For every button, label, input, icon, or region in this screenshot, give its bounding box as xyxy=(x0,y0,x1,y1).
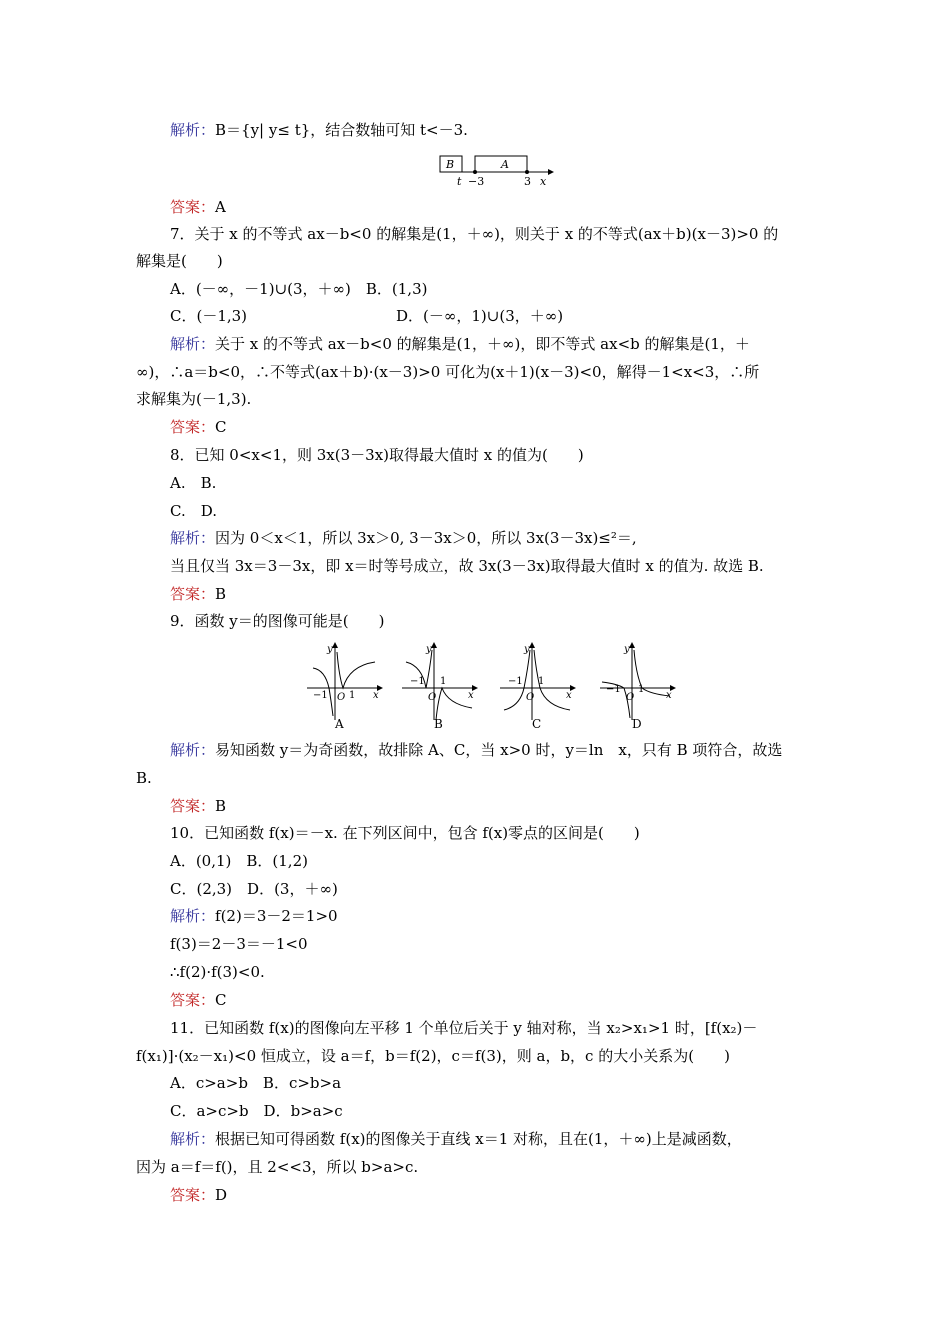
analysis-label: 解析： xyxy=(170,907,216,925)
q7-analysis-line3: 求解集为(－1,3). xyxy=(136,390,252,408)
graph-y-label: y xyxy=(426,644,432,655)
answer-value: B xyxy=(215,585,227,603)
answer-label: 答案： xyxy=(170,585,216,603)
graph-origin-label: O xyxy=(337,692,346,703)
q7-options-ab: A．(－∞，－1)∪(3，＋∞) B．(1,3) xyxy=(170,280,428,298)
graph-d xyxy=(598,640,678,730)
analysis-label: 解析： xyxy=(170,529,216,547)
graph-neg1-label: −1 xyxy=(313,690,328,701)
graph-y-label: y xyxy=(327,644,333,655)
analysis-text: B＝{y| y≤ t}，结合数轴可知 t<－3. xyxy=(215,121,468,139)
q7-option-c: C．(－1,3) xyxy=(170,307,248,325)
q10-analysis-line3: ∴f(2)·f(3)<0. xyxy=(170,963,265,981)
analysis-text: 易知函数 y＝为奇函数，故排除 A、C，当 x>0 时，y＝ln x，只有 B 项符合，故选 xyxy=(215,741,783,759)
set-a-label: A xyxy=(501,158,509,171)
answer-value: C xyxy=(215,991,227,1009)
graph-x-label: x xyxy=(666,690,672,701)
graph-one-label: 1 xyxy=(349,690,356,701)
graph-caption: B xyxy=(434,717,443,730)
q9-stem: 9．函数 y＝的图像可能是( ) xyxy=(170,612,385,630)
graph-neg1-label: −1 xyxy=(508,676,523,687)
q8-analysis-line1 xyxy=(170,528,637,548)
graph-origin-label: O xyxy=(626,692,635,703)
q10-options-cd: C．(2,3) D．(3，＋∞) xyxy=(170,880,338,898)
q8-options-cd: C. D. xyxy=(170,502,217,520)
analysis-label: 解析： xyxy=(170,335,216,353)
q7-stem-line1: 7．关于 x 的不等式 ax－b<0 的解集是(1，＋∞)，则关于 x 的不等式(ax＋b)(x－3)>0 的 xyxy=(170,225,779,243)
answer-label: 答案： xyxy=(170,991,216,1009)
q7-answer-line xyxy=(170,417,227,437)
graph-y-label: y xyxy=(624,644,630,655)
answer-label: 答案： xyxy=(170,1186,216,1204)
graph-x-label: x xyxy=(373,690,379,701)
analysis-text: 根据已知可得函数 f(x)的图像关于直线 x＝1 对称，且在(1，＋∞)上是减函数， xyxy=(215,1130,742,1148)
q10-analysis-line1 xyxy=(170,906,338,926)
answer-value: B xyxy=(215,797,227,815)
graph-origin-label: O xyxy=(526,692,535,703)
q9-answer-line xyxy=(170,796,226,816)
graph-one-label: 1 xyxy=(440,676,447,687)
answer-label: 答案： xyxy=(170,198,216,216)
graph-neg1-label: −1 xyxy=(410,676,425,687)
q11-stem-line1: 11．已知函数 f(x)的图像向左平移 1 个单位后关于 y 轴对称，当 x₂>x₁>1 时，[f(x₂)－ xyxy=(170,1019,758,1037)
analysis-text: 关于 x 的不等式 ax－b<0 的解集是(1，＋∞)，即不等式 ax<b 的解集是(1，＋ xyxy=(215,335,750,353)
q11-analysis-line1 xyxy=(170,1129,742,1149)
pos3-tick-label: 3 xyxy=(524,175,531,188)
graph-caption: C xyxy=(532,717,542,730)
number-line-figure xyxy=(430,150,560,190)
t-tick-label: t xyxy=(457,175,462,188)
graph-x-label: x xyxy=(566,690,572,701)
answer-value: D xyxy=(215,1186,228,1204)
q8-answer-line xyxy=(170,584,226,604)
q8-options-ab: A. B. xyxy=(170,474,217,492)
q8-analysis-line2: 当且仅当 3x＝3－3x，即 x＝时等号成立，故 3x(3－3x)取得最大值时 x 的值为. 故选 B. xyxy=(170,557,764,575)
q11-answer-line xyxy=(170,1185,227,1205)
answer-value: A xyxy=(215,198,226,216)
graph-one-label: 1 xyxy=(638,684,645,695)
graph-y-label: y xyxy=(524,644,530,655)
q7-analysis-line1 xyxy=(170,334,750,354)
graph-one-label: 1 xyxy=(538,676,545,687)
q11-analysis-line2: 因为 a＝f＝f()，且 2<<3，所以 b>a>c. xyxy=(136,1158,419,1176)
neg3-tick-label: −3 xyxy=(468,175,485,188)
set-b-label: B xyxy=(446,158,455,171)
q10-stem: 10．已知函数 f(x)＝－x. 在下列区间中，包含 f(x)零点的区间是( ) xyxy=(170,824,640,842)
answer-label: 答案： xyxy=(170,418,216,436)
q11-options-cd: C．a>c>b D．b>a>c xyxy=(170,1102,343,1120)
answer-value: C xyxy=(215,418,227,436)
graph-neg1-label: −1 xyxy=(606,684,621,695)
graph-x-label: x xyxy=(468,690,474,701)
analysis-label: 解析： xyxy=(170,741,216,759)
q10-options-ab: A．(0,1) B．(1,2) xyxy=(170,852,308,870)
q9-analysis-line1 xyxy=(170,740,782,760)
graph-c xyxy=(498,640,578,730)
q8-stem: 8．已知 0<x<1，则 3x(3－3x)取得最大值时 x 的值为( ) xyxy=(170,446,584,464)
q10-analysis-line2: f(3)＝2－3＝－1<0 xyxy=(170,935,308,953)
q11-options-ab: A．c>a>b B．c>b>a xyxy=(170,1074,342,1092)
graph-b xyxy=(400,640,480,730)
graph-origin-label: O xyxy=(428,692,437,703)
analysis-text: f(2)＝3－2＝1>0 xyxy=(215,907,338,925)
x-axis-label: x xyxy=(540,175,547,188)
q11-stem-line2: f(x₁)]·(x₂－x₁)<0 恒成立，设 a＝f，b＝f(2)，c＝f(3)，则 a，b，c 的大小关系为( ) xyxy=(136,1047,730,1065)
analysis-text: 因为 0＜x＜1，所以 3x＞0, 3－3x＞0，所以 3x(3－3x)≤²＝, xyxy=(215,529,637,547)
graph-a xyxy=(305,640,385,730)
q9-analysis-line2: B. xyxy=(136,769,152,787)
q7-analysis-line2: ∞)，∴a＝b<0，∴不等式(ax＋b)·(x－3)>0 可化为(x＋1)(x－3)<0，解得－1<x<3，∴所 xyxy=(136,363,760,381)
analysis-label: 解析： xyxy=(170,1130,216,1148)
graph-caption: D xyxy=(632,717,642,730)
graph-caption: A xyxy=(335,717,344,730)
analysis-line xyxy=(170,120,468,140)
answer-label: 答案： xyxy=(170,797,216,815)
answer-line xyxy=(170,197,226,217)
q7-option-d: D．(－∞，1)∪(3，＋∞) xyxy=(396,307,564,325)
q7-stem-line2: 解集是( ) xyxy=(136,252,223,270)
q10-answer-line xyxy=(170,990,227,1010)
analysis-label: 解析： xyxy=(170,121,216,139)
